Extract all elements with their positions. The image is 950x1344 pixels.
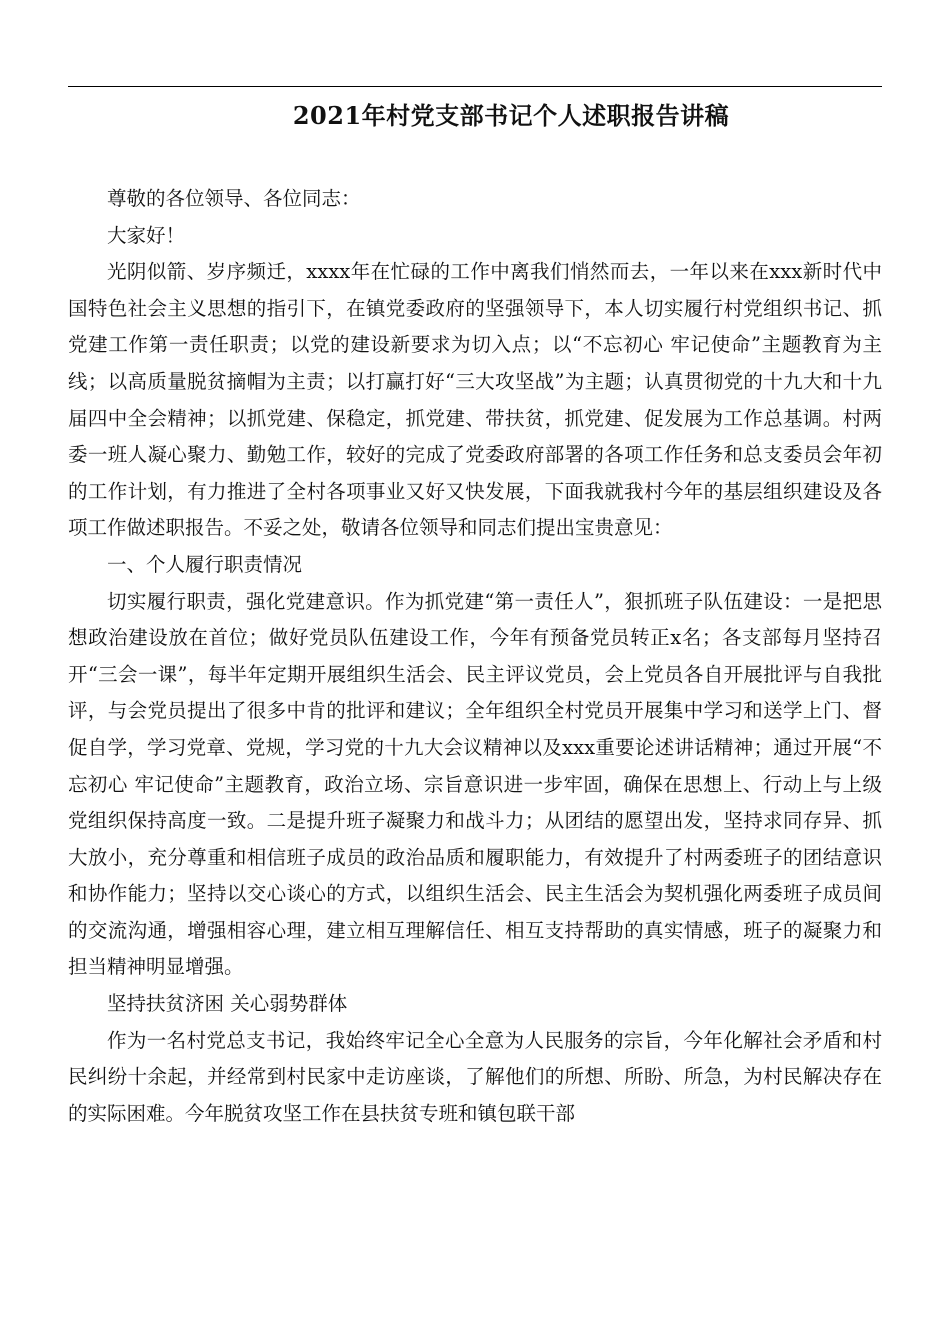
paragraph-duties: 切实履行职责，强化党建意识。作为抓党建“第一责任人”，狠抓班子队伍建设：一是把思想政治建设放在首位；做好党员队伍建设工作，今年有预备党员转正x名；各支部每月坚持召开“三会一课”，每半年定期开展组织生活会、民主评议党员，会上党员各自开展批评与自我批评，与会党员提出了很多中肯的批评和建议；全年组织全村党员开展集中学习和送学上门、督促自学，学习党章、党规，学习党的十九大会议精神以及xxx重要论述讲话精神；通过开展“不忘初心 牢记使命”主题教育，政治立场、宗旨意识进一步牢固，确保在思想上、行动上与上级党组织保持高度一致。二是提升班子凝聚力和战斗力；从团结的愿望出发，坚持求同存异、抓大放小，充分尊重和相信班子成员的政治品质和履职能力，有效提升了村两委班子的团结意识和协作能力；坚持以交心谈心的方式，以组织生活会、民主生活会为契机强化两委班子成员间的交流沟通，增强相容心理，建立相互理解信任、相互支持帮助的真实情感，班子的凝聚力和担当精神明显增强。 (68, 589, 882, 979)
greeting: 大家好！ (107, 223, 186, 247)
paragraph-intro: 光阴似箭、岁序频迁，xxxx年在忙碌的工作中离我们悄然而去，一年以来在xxx新时代中国特色社会主义思想的指引下，在镇党委政府的坚强领导下，本人切实履行村党组织书记、抓党建工作第一责任职责；以党的建设新要求为切入点；以“不忘初心 牢记使命”主题教育为主线；以高质量脱贫摘帽为主责；以打赢打好“三大攻坚战”为主题；认真贯彻党的十九大和十九届四中全会精神；以抓党建、保稳定，抓党建、带扶贫，抓党建、促发展为工作总基调。村两委一班人凝心聚力、勤勉工作，较好的完成了党委政府部署的各项工作任务和总支委员会年初的工作计划，有力推进了全村各项事业又好又快发展，下面我就我村今年的基层组织建设及各项工作做述职报告。不妥之处，敬请各位领导和同志们提出宝贵意见： (68, 260, 882, 540)
header-rule (68, 86, 882, 87)
section-heading: 一、个人履行职责情况 (107, 552, 303, 576)
subsection-heading: 坚持扶贫济困 关心弱势群体 (107, 992, 348, 1016)
document-body (68, 181, 882, 1132)
salutation: 尊敬的各位领导、各位同志： (107, 187, 361, 210)
document-title: 2021年村党支部书记个人述职报告讲稿 (292, 101, 730, 130)
paragraph-poverty: 作为一名村党总支书记，我始终牢记全心全意为人民服务的宗旨，今年化解社会矛盾和村民纠纷十余起，并经常到村民家中走访座谈，了解他们的所想、所盼、所急，为村民解决存在的实际困难。今年脱贫攻坚工作在县扶贫专班和镇包联干部 (68, 1028, 882, 1125)
